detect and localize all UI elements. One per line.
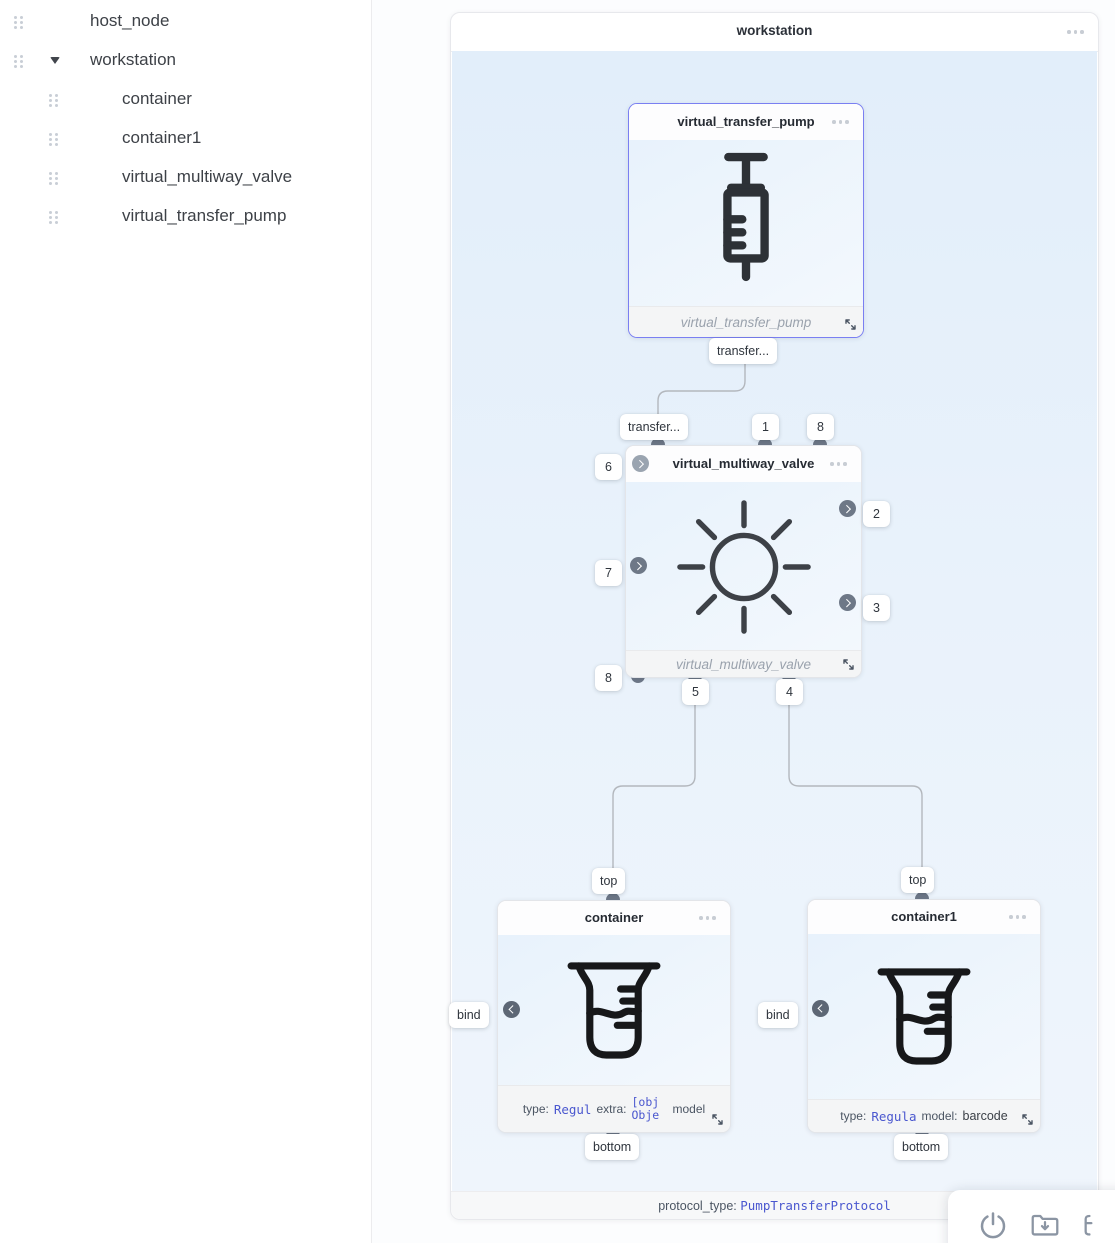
- node-body: [808, 934, 1040, 1100]
- more-menu-icon[interactable]: [1067, 30, 1084, 34]
- node-title: container1: [891, 909, 957, 924]
- sidebar-item-label: container: [122, 89, 192, 108]
- node-instance-name: virtual_transfer_pump: [680, 314, 812, 330]
- node-header[interactable]: [498, 901, 730, 936]
- port-label-container-top: top: [592, 868, 625, 894]
- drag-handle-icon[interactable]: [14, 55, 24, 69]
- more-menu-icon[interactable]: [830, 462, 847, 466]
- node-virtual-transfer-pump[interactable]: [628, 103, 864, 338]
- load-folder-button[interactable]: [1028, 1208, 1062, 1242]
- node-title: virtual_transfer_pump: [677, 114, 815, 129]
- port-label-valve-transfer: transfer...: [620, 414, 688, 440]
- drag-handle-icon[interactable]: [49, 211, 59, 225]
- folder-download-icon: [1028, 1209, 1062, 1241]
- node-header[interactable]: [626, 446, 861, 483]
- drag-handle-icon[interactable]: [49, 133, 59, 147]
- port-circle-container1-bind[interactable]: [812, 1000, 829, 1017]
- port-label-valve-1: 1: [752, 414, 779, 440]
- node-container1[interactable]: [807, 899, 1041, 1133]
- port-circle-valve-7[interactable]: [630, 557, 647, 574]
- model-value: barcode: [962, 1109, 1008, 1123]
- power-icon: [977, 1209, 1009, 1241]
- port-label-container-bottom: bottom: [585, 1134, 639, 1160]
- workstation-header[interactable]: [451, 13, 1098, 52]
- port-label-valve-4: 4: [776, 679, 803, 705]
- more-menu-icon[interactable]: [832, 120, 849, 124]
- node-header[interactable]: [629, 104, 863, 141]
- port-circle-container-bind[interactable]: [503, 1001, 520, 1018]
- port-label-pump-transfer: transfer...: [709, 338, 777, 364]
- clipped-icon: [1080, 1209, 1114, 1241]
- power-button[interactable]: [976, 1208, 1010, 1242]
- port-label-valve-8-top: 8: [807, 414, 834, 440]
- port-label-container1-top: top: [901, 867, 934, 893]
- port-circle-valve-2[interactable]: [839, 500, 856, 517]
- multiway-valve-icon: [675, 498, 813, 636]
- node-container[interactable]: [497, 900, 731, 1133]
- node-footer: [626, 650, 861, 677]
- port-circle-valve-3[interactable]: [839, 594, 856, 611]
- extra-value: [obj Obje: [631, 1094, 660, 1122]
- model-label: model: [672, 1102, 706, 1116]
- sidebar-item-container1[interactable]: [0, 120, 370, 158]
- node-body: [498, 935, 730, 1086]
- sidebar-item-label: virtual_transfer_pump: [122, 206, 287, 225]
- sidebar-item-virtual-multiway-valve[interactable]: [0, 159, 370, 197]
- sidebar-item-host-node[interactable]: [0, 3, 370, 41]
- workstation-title: workstation: [736, 23, 813, 38]
- node-title: virtual_multiway_valve: [672, 456, 815, 471]
- extra-label: extra:: [596, 1102, 627, 1116]
- canvas-action-toolbar: [948, 1190, 1115, 1243]
- syringe-icon: [700, 145, 792, 303]
- clipped-button[interactable]: [1080, 1208, 1114, 1242]
- port-label-container-bind: bind: [449, 1002, 489, 1028]
- beaker-icon: [559, 956, 669, 1066]
- resize-handle-icon[interactable]: [711, 1113, 724, 1126]
- port-label-valve-6: 6: [595, 454, 622, 480]
- sidebar-item-label: container1: [122, 128, 202, 147]
- protocol-type-label: protocol_type:: [658, 1199, 737, 1213]
- node-instance-name: virtual_multiway_valve: [675, 656, 812, 672]
- type-value: Regul: [553, 1101, 592, 1117]
- node-body: [626, 482, 861, 651]
- drag-handle-icon[interactable]: [49, 94, 59, 108]
- sidebar-item-workstation[interactable]: [0, 42, 370, 80]
- node-header[interactable]: [808, 900, 1040, 935]
- model-label: model:: [921, 1109, 958, 1123]
- node-body: [629, 140, 863, 307]
- type-label: type:: [840, 1109, 867, 1123]
- node-footer: [808, 1099, 1040, 1132]
- sidebar-item-virtual-transfer-pump[interactable]: [0, 198, 370, 236]
- port-label-container1-bind: bind: [758, 1002, 798, 1028]
- node-tree-sidebar: [0, 0, 372, 1243]
- port-label-valve-5: 5: [682, 679, 709, 705]
- node-virtual-multiway-valve[interactable]: [625, 445, 862, 678]
- more-menu-icon[interactable]: [1009, 915, 1026, 919]
- port-label-valve-7: 7: [595, 560, 622, 586]
- caret-down-icon[interactable]: [50, 57, 60, 64]
- beaker-icon: [869, 962, 979, 1072]
- sidebar-item-label: host_node: [90, 11, 170, 30]
- drag-handle-icon[interactable]: [14, 16, 24, 30]
- sidebar-item-label: virtual_multiway_valve: [122, 167, 293, 186]
- port-label-valve-8-left: 8: [595, 665, 622, 691]
- node-footer: [498, 1085, 730, 1132]
- resize-handle-icon[interactable]: [844, 318, 857, 331]
- sidebar-item-container[interactable]: [0, 81, 370, 119]
- type-label: type:: [522, 1102, 549, 1116]
- node-footer: [629, 306, 863, 337]
- port-label-valve-2: 2: [863, 501, 890, 527]
- sidebar-item-label: workstation: [90, 50, 176, 69]
- drag-handle-icon[interactable]: [49, 172, 59, 186]
- port-label-container1-bottom: bottom: [894, 1134, 948, 1160]
- node-title: container: [584, 910, 644, 925]
- port-circle-valve-6[interactable]: [632, 455, 649, 472]
- resize-handle-icon[interactable]: [842, 658, 855, 671]
- more-menu-icon[interactable]: [699, 916, 716, 920]
- protocol-type-value: PumpTransferProtocol: [740, 1198, 891, 1213]
- port-label-valve-3: 3: [863, 595, 890, 621]
- type-value: Regula: [871, 1108, 917, 1124]
- resize-handle-icon[interactable]: [1021, 1113, 1034, 1126]
